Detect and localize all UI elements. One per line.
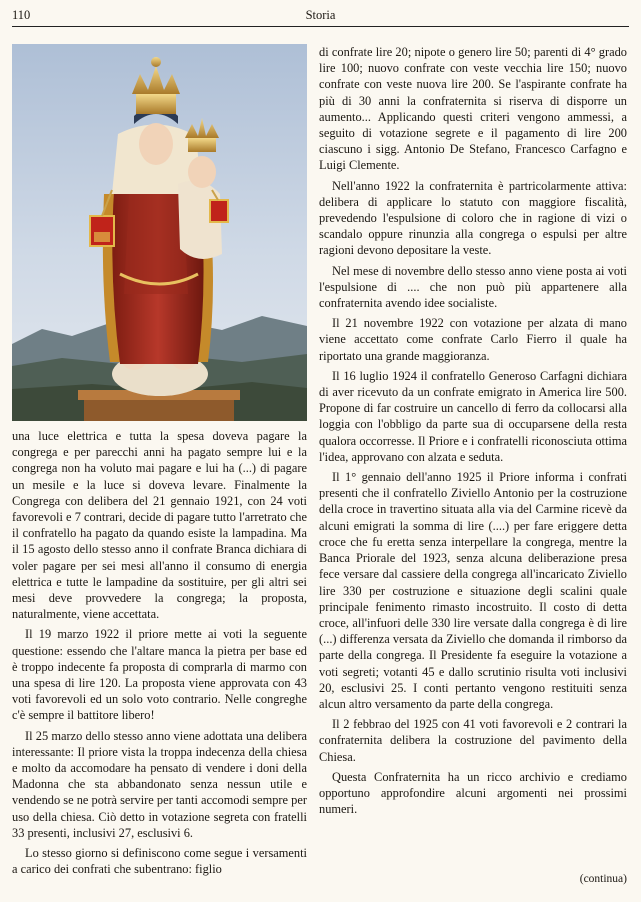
page-header [12,6,629,27]
right-text-column [319,44,627,817]
paragraph: Il 19 marzo 1922 il priore mette ai voti la seguente questione: essendo che l'altare manca la pietra per base ed è troppo indecente fa proposta di comprarla di marmo con una spesa di lire 120. La proposta viene approvata con 43 voti favorevoli ed un solo voto contrario. Nelle congreghe c'è sempre il battitore libero! [12,627,307,723]
paragraph: Il 2 febbrao del 1925 con 41 voti favorevoli e 2 contrari la confraternita delibera la costruzione del pavimento della Chiesa. [319,717,627,764]
left-text-column [12,428,307,877]
madonna-statue-photo [12,44,307,421]
paragraph: Il 1° gennaio dell'anno 1925 il Priore informa i confrati presenti che il confratello Ziviello Antonio per la costruzione della croce in travertino situata alla via del Carmine ricevè da alcuni emigrati la somma di lire (....) per fare eriggere detta croce che fu eretta senza interpellare la congrega, mentre la Banca Priorale del 1923, senza alcuna deliberazione presa fece versare dal cassiere della congrega all'incaricato Ziviello lire 330 per costruzione e situazione degli scalini quale principale fenimento rimasto incostruito. Il costo di detta croce, all'infuori delle 330 lire versate dalla congrega è di lire (...) differenza versata da Ziviello che domanda il rimborso da parte della congrega. Il Presidente fa eseguire la votazione a voti segreti; votanti 45 e dallo scrutinio risulta voti inclusivi 20, esclusivi 25. I conti pertanto vengono restituiti senza alcun altro versamento da parte della congrega. [319,470,627,711]
paragraph: Il 25 marzo dello stesso anno viene adottata una delibera interessante: Il priore vista la troppa indecenza della chiesa e molto da accomodare ha pensato di vendere i doni della Madonna che sta abbandonato senza nessun utile e vendendo se ne potrà servire per tanti accomodi sempre per uso della chiesa. Ciò detto in votazione segreta con fratelli 33 presenti, inclusivi 27, esclusivi 6. [12,728,307,840]
page-number: 110 [12,8,31,22]
paragraph: Nel mese di novembre dello stesso anno viene posta ai voti l'espulsione di .... che non può più appartenere alla confraternita avendo idee socialiste. [319,263,627,311]
paragraph: Lo stesso giorno si definiscono come segue i versamenti a carico dei confrati che subentrano: figlio [12,846,307,877]
paragraph: una luce elettrica e tutta la spesa doveva pagare la congrega e per parecchi anni ha pagato sempre lui e la congrega non ha voluto mai pagare e lui ha (...) di pagare un mesile e la luce si doveva levare. Finalmente la Congrega con delibera del 21 gennaio 1921, con 24 voti favorevoli e 7 contrari, decide di pagare tutto l'arretrato che il confratello ha pagato da quando esiste la lampadina. Ma il 15 agosto dello stesso anno il confrate Branca dichiara di voler pagare per sei mesi all'anno il consumo di energia elettrica e tutte le lampadine da sostituire, per gli altri sei mesi deve provvedere la congrega; la proposta, naturalmente, viene accettata. [12,429,307,622]
paragraph: Il 16 luglio 1924 il confratello Generoso Carfagni dichiara di aver ricevuto da un confrate emigrato in America lire 500. Propone di far costruire un cancello di ferro da collocarsi alla loggia con l'obbligo da parte sua di occuparsene della resta qualora occorresse. Il Priore e i confratelli riconosciuta ottima l'idea, approvano con alzata e seduta. [319,368,627,464]
continued-note: (continua) [579,873,627,885]
paragraph: di confrate lire 20; nipote o genero lire 50; parenti di 4° grado lire 100; nuovo confrate con veste vecchia lire 150; nuovo confrate con veste nuova lire 200. Se l'aspirante confrate ha più di 30 anni la confraternita si riserva di disporre un aumento... Applicando questi criteri vengono ammessi, a seguito di votazione segrete e il pagamento di lire 200 ciascuno i sigg. Antonio De Stefano, Francesco Carfagno e Luigi Clemente. [319,45,627,173]
section-title: Storia [305,8,336,22]
paragraph: Il 21 novembre 1922 con votazione per alzata di mano viene accettato come confrate Carlo Fierro il quale ha riportato una grande maggioranza. [319,316,627,363]
paragraph: Nell'anno 1922 la confraternita è partricolarmente attiva: delibera di applicare lo statuto con maggiore fiscalità, prevedendo l'espulsione di coloro che in ragione di vizi o scandalo oppure rinunzia alla congrega o espulsi per altre ragioni devono depositare la veste. [319,178,627,258]
paragraph: Questa Confraternita ha un ricco archivio e crediamo opportuno approfondire alcuni argomenti nei prossimi numeri. [319,769,627,817]
